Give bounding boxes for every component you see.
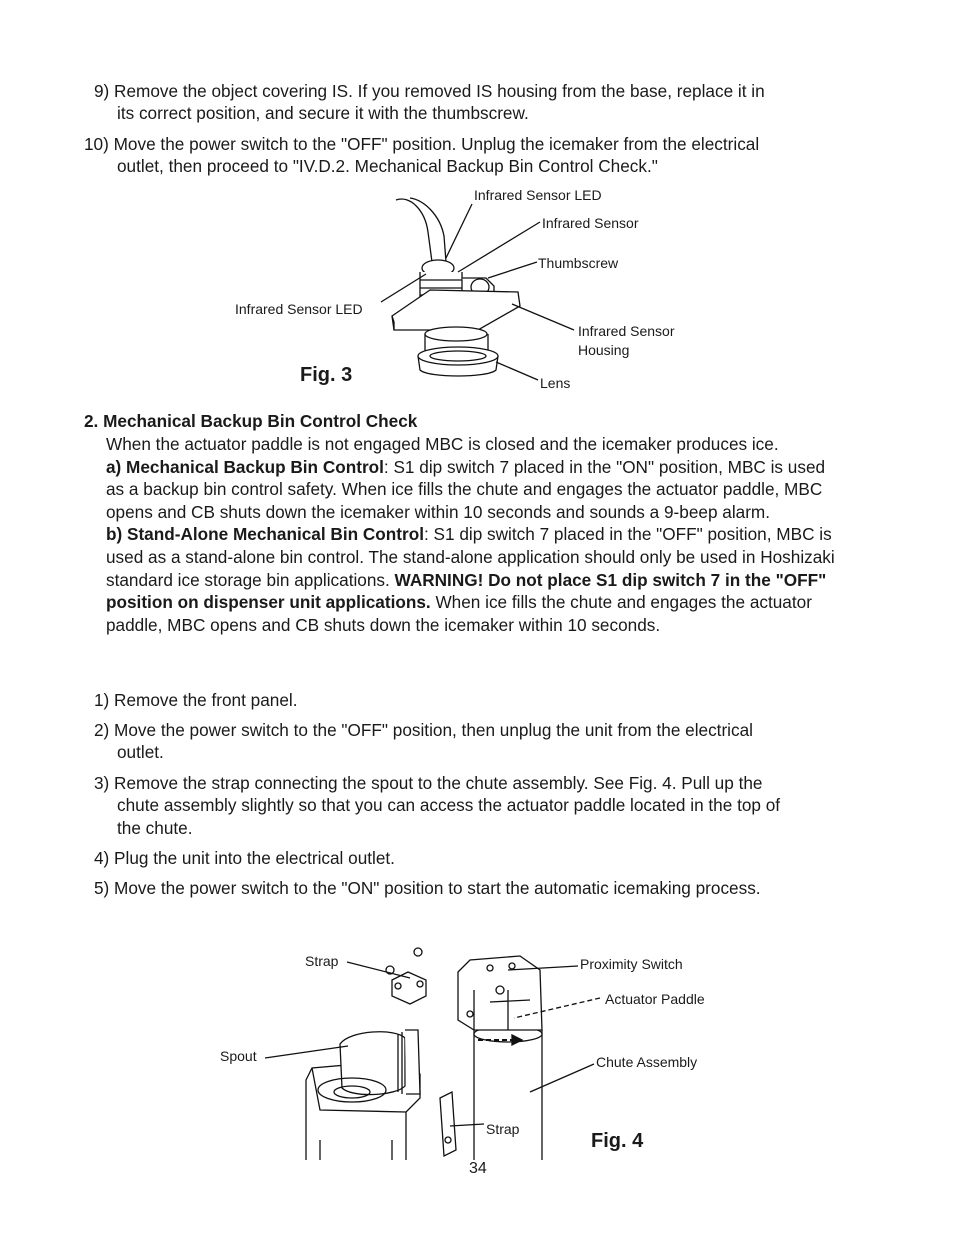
paragraph-b-text: : S1 dip switch 7 placed in the "OFF" position, MBC is used as a stand-alone bin control. The stand-alone application should only be used in Hoshizaki standard ice storage bin applications. <box>106 524 835 590</box>
fig4-label-actuator-paddle: Actuator Paddle <box>605 991 705 1007</box>
paragraph-b-text2: When ice fills the chute and engages the actuator paddle, MBC opens and CB shuts down the icemaker within 10 seconds. <box>106 592 812 635</box>
fig3-label-housing-line1: Infrared Sensor <box>578 323 675 339</box>
fig4-label-strap-top: Strap <box>305 953 339 969</box>
fig3-label-led-top: Infrared Sensor LED <box>474 187 602 203</box>
step-9-line2: its correct position, and secure it with the thumbscrew. <box>117 103 529 123</box>
step-2-line1: 2) Move the power switch to the "OFF" position, then unplug the unit from the electrical <box>94 720 753 740</box>
section-heading: 2. Mechanical Backup Bin Control Check <box>84 411 418 431</box>
section-intro: When the actuator paddle is not engaged MBC is closed and the icemaker produces ice. <box>106 434 779 454</box>
step-9-line1: 9) Remove the object covering IS. If you removed IS housing from the base, replace it in <box>94 81 765 101</box>
step-1: 1) Remove the front panel. <box>94 690 298 710</box>
paragraph-a-title: a) Mechanical Backup Bin Control <box>106 456 384 477</box>
fig4-label-proximity-switch: Proximity Switch <box>580 956 683 972</box>
step-10-line2: outlet, then proceed to "IV.D.2. Mechanical Backup Bin Control Check." <box>117 156 658 176</box>
fig4-label-chute-assembly: Chute Assembly <box>596 1054 698 1070</box>
step-10-line1: 10) Move the power switch to the "OFF" position. Unplug the icemaker from the electrical <box>84 134 760 154</box>
paragraph-a-text: : S1 dip switch 7 placed in the "ON" position, MBC is used as a backup bin control safety. When ice fills the chute and engages the actuator paddle, MBC opens and CB shuts down the icemaker within 10 seconds and sounds a 9-beep alarm. <box>106 456 826 522</box>
fig3-title: Fig. 3 <box>300 364 353 386</box>
step-5: 5) Move the power switch to the "ON" position to start the automatic icemaking process. <box>94 878 761 898</box>
fig4-title: Fig. 4 <box>591 1130 644 1152</box>
fig3-label-thumbscrew: Thumbscrew <box>538 255 619 271</box>
fig4-label-spout: Spout <box>220 1048 257 1064</box>
step-3-line2: chute assembly slightly so that you can access the actuator paddle located in the top of <box>117 795 781 815</box>
fig3-label-led-left: Infrared Sensor LED <box>235 301 363 317</box>
paragraph-b-title: b) Stand-Alone Mechanical Bin Control <box>106 524 424 545</box>
paragraph-b-warning: WARNING! Do not place S1 dip switch 7 in the "OFF" position on dispenser unit applications. <box>106 569 827 613</box>
step-2-line2: outlet. <box>117 742 164 762</box>
fig3-label-sensor: Infrared Sensor <box>542 215 639 231</box>
page-number: 34 <box>469 1160 487 1177</box>
fig3-label-housing-line2: Housing <box>578 342 630 358</box>
step-3-line1: 3) Remove the strap connecting the spout to the chute assembly. See Fig. 4. Pull up the <box>94 773 763 793</box>
fig3-label-lens: Lens <box>540 375 571 391</box>
step-4: 4) Plug the unit into the electrical outlet. <box>94 848 395 868</box>
step-3-line3: the chute. <box>117 818 193 838</box>
fig4-label-strap-bottom: Strap <box>486 1121 520 1137</box>
